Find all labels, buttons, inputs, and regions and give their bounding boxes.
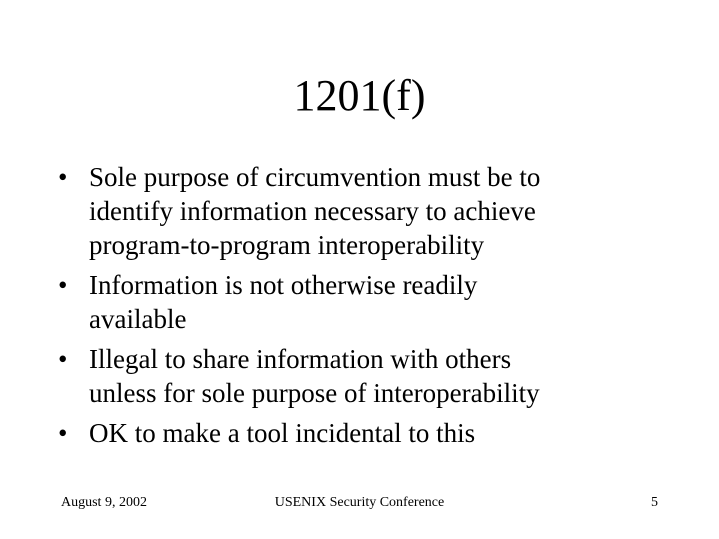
bullet-text-line: unless for sole purpose of interoperability	[89, 378, 540, 408]
bullet-text-line: program-to-program interoperability	[89, 230, 485, 260]
bullet-list	[58, 160, 658, 456]
bullet-text-line: Illegal to share information with others	[89, 344, 512, 374]
bullet-icon: •	[58, 270, 68, 300]
bullet-text-line: Sole purpose of circumvention must be to	[89, 162, 541, 192]
bullet-item	[58, 268, 658, 336]
bullet-item	[58, 416, 658, 450]
bullet-item	[58, 160, 658, 262]
footer-page-number: 5	[651, 495, 658, 510]
bullet-icon: •	[58, 418, 68, 448]
bullet-item	[58, 342, 658, 410]
bullet-text-line: OK to make a tool incidental to this	[89, 418, 476, 448]
footer-date: August 9, 2002	[61, 495, 147, 510]
bullet-text-line: identify information necessary to achieve	[89, 196, 536, 226]
bullet-text-line: available	[89, 304, 187, 334]
slide-title: 1201(f)	[293, 71, 426, 120]
bullet-icon: •	[58, 162, 68, 192]
footer-conference: USENIX Security Conference	[274, 495, 445, 510]
bullet-icon: •	[58, 344, 68, 374]
bullet-text-line: Information is not otherwise readily	[89, 270, 478, 300]
